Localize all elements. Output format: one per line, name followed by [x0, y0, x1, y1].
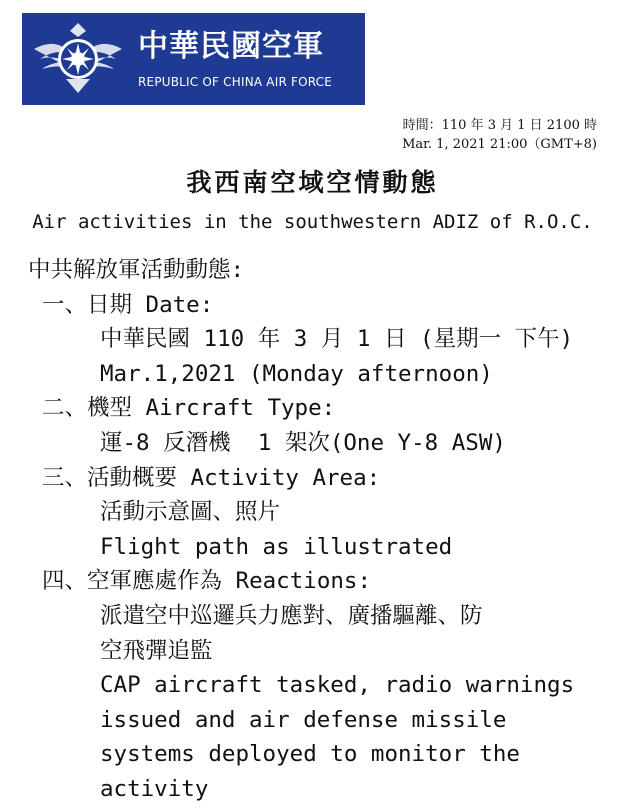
header-banner — [22, 13, 365, 105]
report-body — [28, 253, 618, 807]
banner-text — [138, 29, 332, 89]
page-title-zh: 我西南空域空情動態 — [186, 168, 439, 197]
timestamp-local: 時間：110 年 3 月 1 日 2100 時 — [402, 118, 597, 133]
timestamp — [402, 116, 597, 154]
section-reactions-line: activity — [100, 775, 209, 802]
body-heading: 中共解放軍活動動態: — [28, 257, 245, 283]
org-name-en: REPUBLIC OF CHINA AIR FORCE — [138, 75, 333, 89]
section-date-line: Mar.1,2021 (Monday afternoon) — [100, 360, 493, 387]
section-date-label: 一、日期 Date: — [42, 291, 214, 318]
roc-air-force-emblem-icon — [22, 13, 132, 105]
timestamp-gmt: Mar. 1, 2021 21:00（GMT+8) — [402, 137, 597, 152]
section-date-line: 中華民國 110 年 3 月 1 日 (星期一 下午) — [100, 326, 574, 353]
section-reactions-line: 派遣空中巡邏兵力應對、廣播驅離、防 — [100, 602, 483, 629]
section-reactions-line: 空飛彈追監 — [100, 637, 213, 664]
section-reactions-line: issued and air defense missile — [100, 706, 507, 733]
section-aircraft-line: 運-8 反潛機 1 架次(One Y-8 ASW) — [100, 429, 506, 456]
page-title-en: Air activities in the southwestern ADIZ of R.O.C. — [32, 211, 593, 233]
section-reactions-line: systems deployed to monitor the — [100, 741, 520, 768]
section-activity-line: Flight path as illustrated — [100, 533, 453, 560]
section-reactions-label: 四、空軍應處作為 Reactions: — [42, 568, 372, 595]
org-name-zh: 中華民國空軍 — [138, 29, 324, 64]
section-aircraft-label: 二、機型 Aircraft Type: — [42, 395, 336, 422]
section-reactions-line: CAP aircraft tasked, radio warnings — [100, 672, 575, 699]
section-activity-label: 三、活動概要 Activity Area: — [42, 464, 381, 491]
section-activity-line: 活動示意圖、照片 — [100, 499, 281, 526]
